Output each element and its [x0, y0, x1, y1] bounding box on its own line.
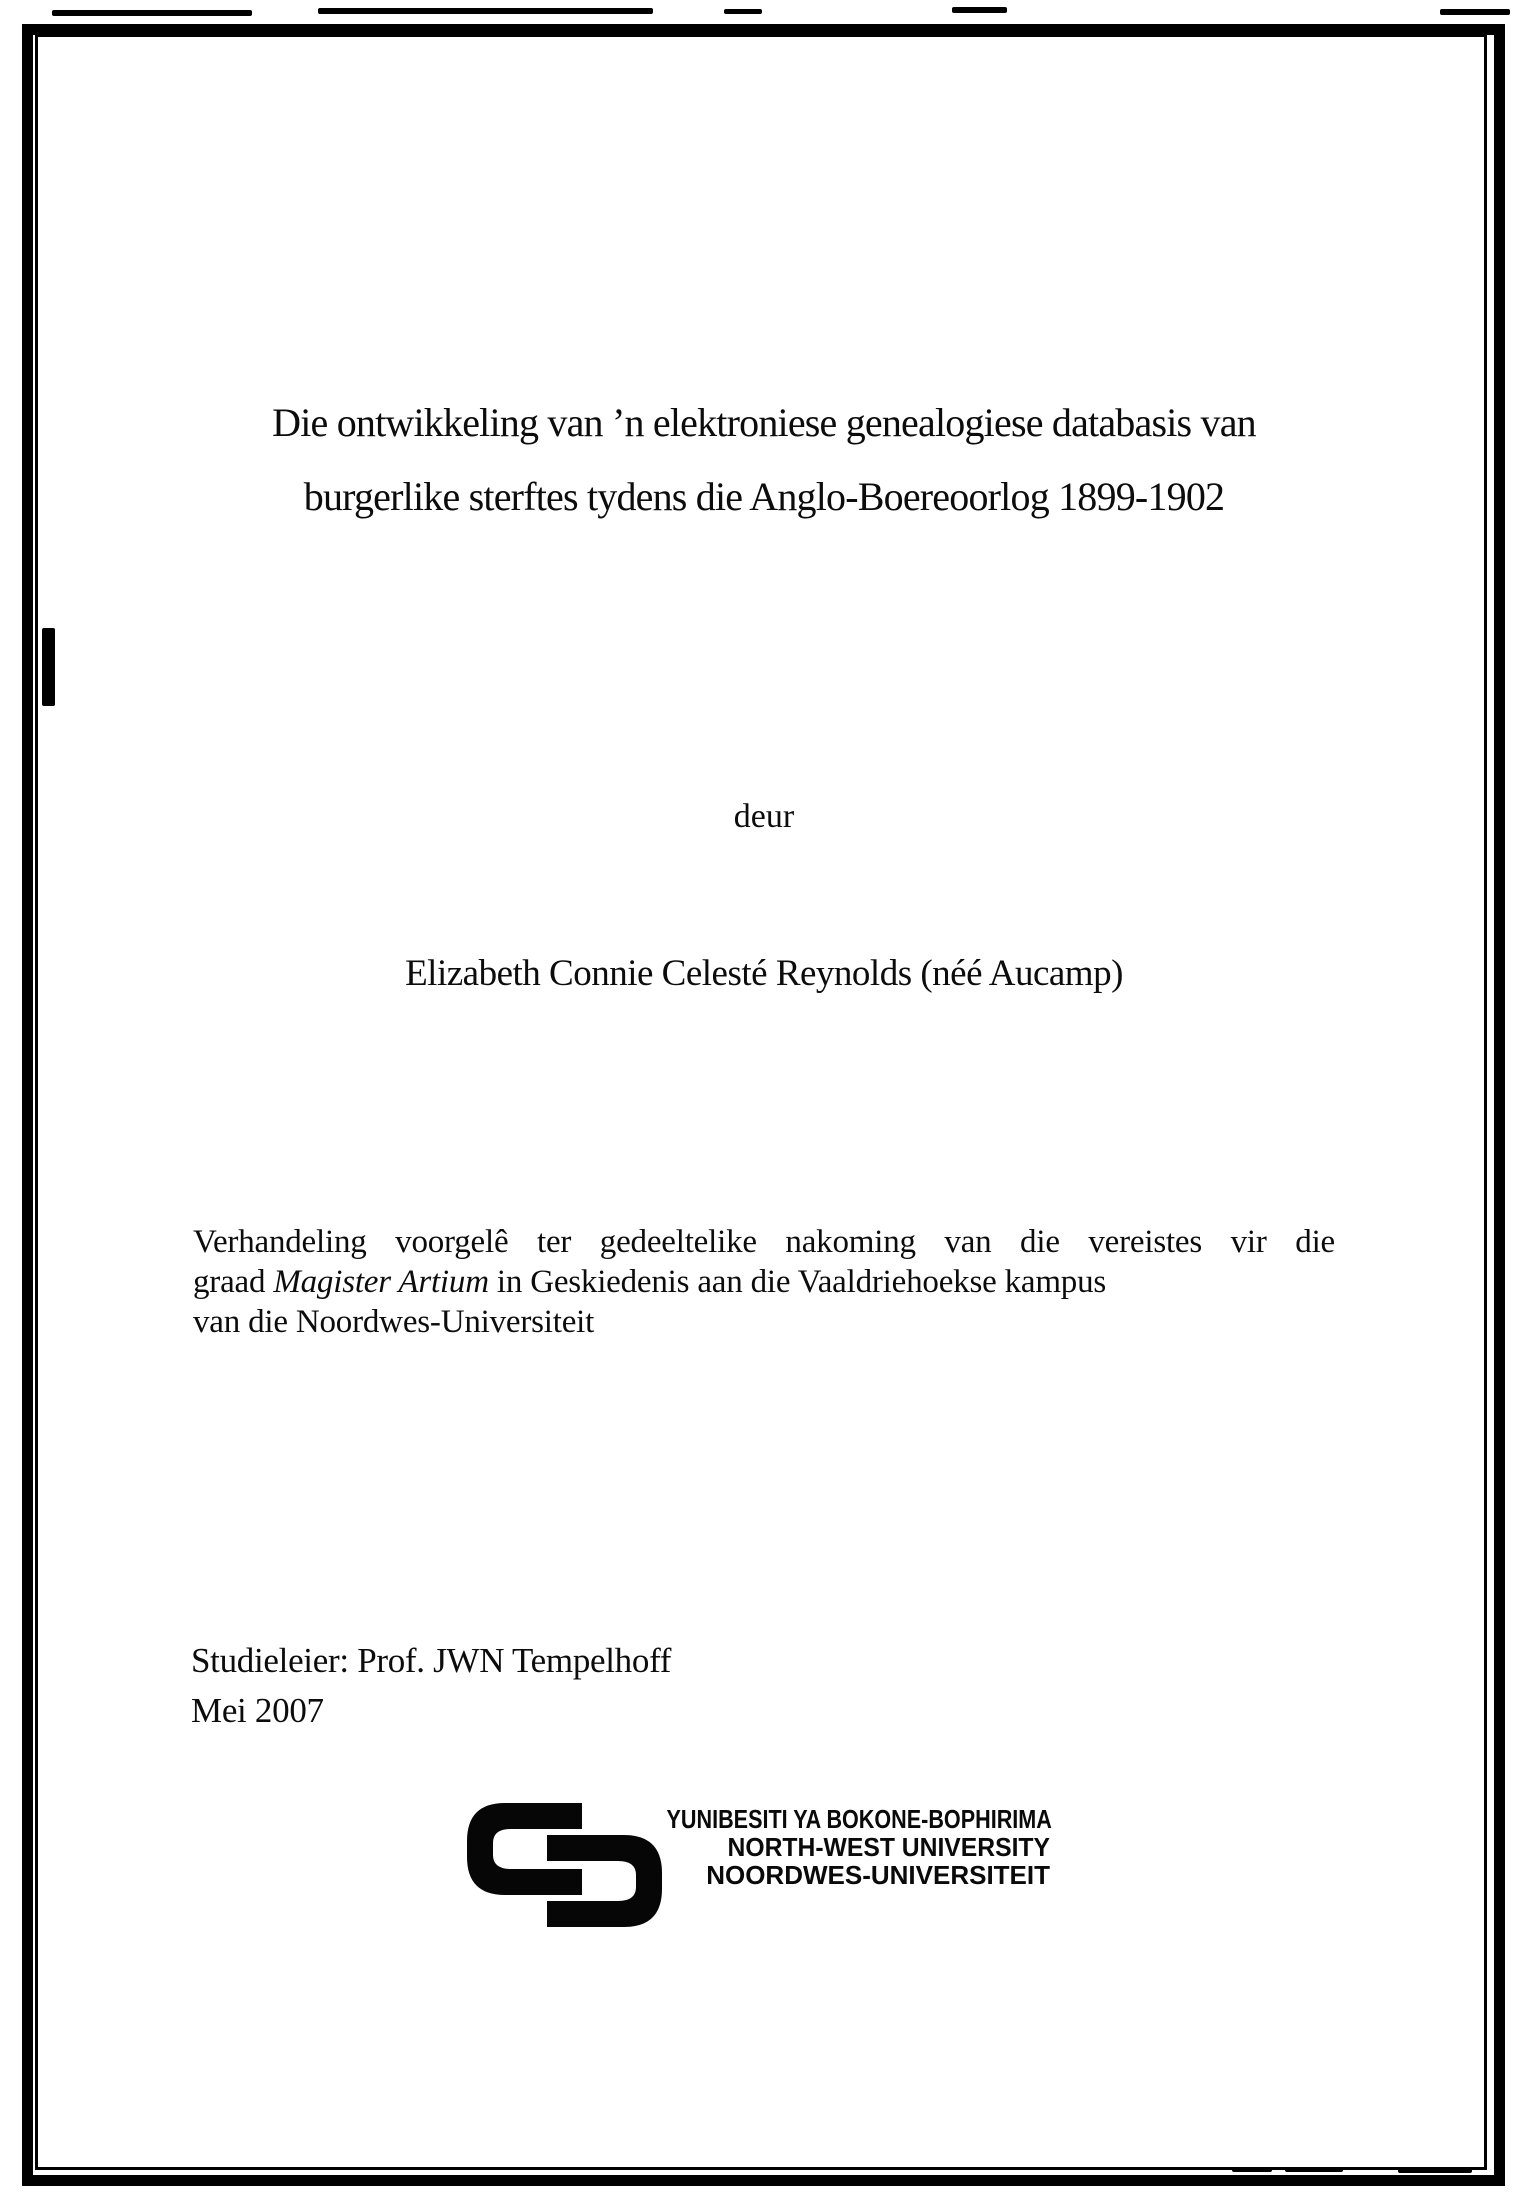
university-logo: [467, 1803, 1067, 1968]
author-name: Elizabeth Connie Celesté Reynolds (néé Aucamp): [405, 953, 1123, 994]
degree-statement-line-3: van die Noordwes-Universiteit: [193, 1304, 595, 1340]
scan-artifact: [952, 7, 1007, 13]
thesis-title-line-2: burgerlike sterftes tydens die Anglo-Boereoorlog 1899-1902: [303, 474, 1225, 519]
scan-artifact: [318, 8, 653, 14]
degree-statement-line-2: [193, 1262, 1335, 1302]
scan-artifact: [1440, 9, 1510, 15]
supervisor-block: [191, 1636, 671, 1736]
logo-text-line-setswana: YUNIBESITI YA BOKONE-BOPHIRIMA: [666, 1804, 1052, 1834]
logo-text-line-english: NORTH-WEST UNIVERSITY: [727, 1832, 1050, 1862]
thesis-title-line-1: Die ontwikkeling van ’n elektroniese genealogiese databasis van: [272, 400, 1256, 445]
supervisor-line: Studieleier: Prof. JWN Tempelhoff: [191, 1641, 672, 1680]
scan-artifact: [52, 10, 252, 16]
byline-preposition: deur: [733, 798, 795, 835]
degree-statement-line-2-prefix: graad: [193, 1264, 274, 1300]
university-logo-text: [588, 1805, 1050, 1889]
scan-artifact: [724, 9, 762, 14]
logo-text-line-afrikaans: NOORDWES-UNIVERSITEIT: [706, 1860, 1050, 1890]
degree-name-italic: Magister Artium: [273, 1264, 489, 1300]
degree-statement-line-2-suffix: in Geskiedenis aan die Vaaldriehoekse kampus: [488, 1264, 1107, 1300]
degree-statement-line-1: Verhandeling voorgelê ter gedeeltelike nakoming van die vereistes vir die: [193, 1224, 1335, 1260]
thesis-title: [193, 386, 1335, 534]
date-line: Mei 2007: [191, 1691, 324, 1730]
degree-statement: [193, 1222, 1335, 1342]
